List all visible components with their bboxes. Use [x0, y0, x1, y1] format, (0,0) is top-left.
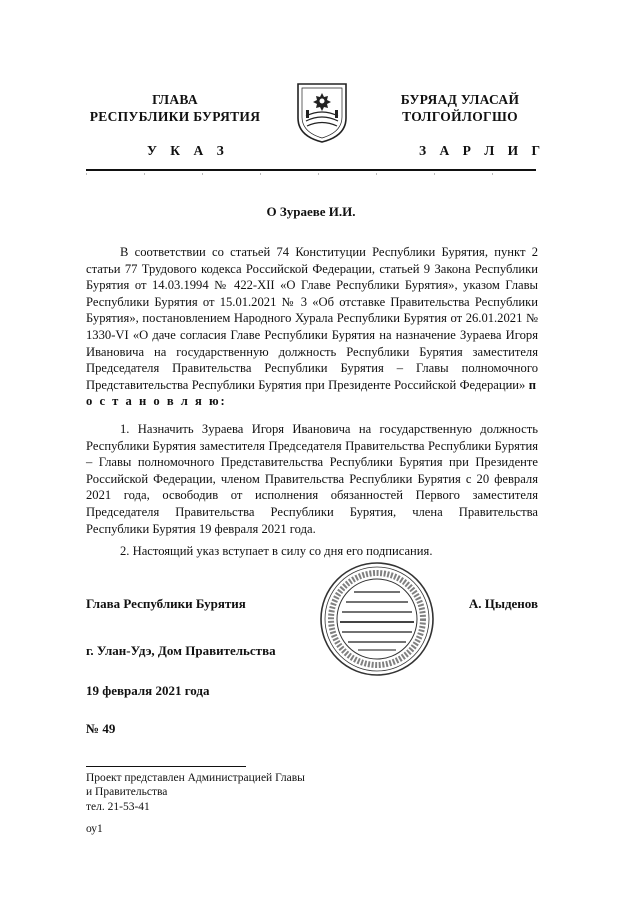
issue-place: г. Улан-Удэ, Дом Правительства [86, 643, 276, 658]
preamble-text: В соответствии со статьей 74 Конституции Республики Бурятия, пункт 2 статьи 77 Трудового кодекса Российской Федерации, статьей 9 Закона Республики Бурятия от 14.03.1994 № 422-XII «О Главе Республики Бурятия», указом Главы Республики Бурятия от 15.01.2021 № 3 «Об отставке Правительства Республики Бурятия», постановлением Народного Хурала Республики Бурятия от 26.01.2021 № 1330-VI «О даче согласия Главе Республики Бурятия на назначение Зураева Игоря Ивановича на государственную должность Республики Бурятия заместителя Председателя Правительства Республики Бурятия – Главы полномочного Представительства Республики Бурятия при Президенте Российской Федерации» [86, 245, 538, 392]
footer-note [86, 771, 305, 814]
decree-item-2: 2. Настоящий указ вступает в силу со дня его подписания. [120, 544, 433, 558]
header-right-line1: БУРЯАД УЛАСАЙ [400, 92, 520, 107]
footer-code: оу1 [86, 823, 103, 835]
document-title: О Зураеве И.И. [266, 204, 356, 219]
header-left-block [80, 91, 270, 125]
header-dotted-line [86, 173, 536, 175]
official-seal-icon [318, 560, 436, 678]
decree-item-1: 1. Назначить Зураева Игоря Ивановича на государственную должность Республики Бурятия заместителя Председателя Правительства Республики Бурятия – Главы полномочного Представительства Республики Бурятия при Президенте Российской Федерации, членом Правительства Республики Бурятия с 20 февраля 2021 года, освободив от исполнения обязанностей Первого заместителя Председателя Правительства Республики Бурятия, члена Правительства Республики Бурятия 19 февраля 2021 года. [86, 422, 538, 536]
preamble-paragraph [86, 244, 538, 410]
header-left-line1: ГЛАВА [152, 92, 198, 107]
doc-type-right: З А Р Л И Г [419, 143, 546, 158]
signature-position: Глава Республики Бурятия [86, 596, 246, 611]
footer-line2: и Правительства [86, 786, 168, 799]
footer-divider [86, 766, 246, 767]
issue-date: 19 февраля 2021 года [86, 683, 210, 698]
header-right-block [365, 91, 555, 125]
decree-word: п о с т а н о в л я ю: [86, 377, 538, 409]
footer-phone: тел. 21-53-41 [86, 800, 150, 813]
coat-of-arms-icon [294, 80, 350, 144]
document-number: № 49 [86, 721, 116, 736]
doc-type-left: У К А З [147, 143, 229, 158]
header-divider [86, 169, 536, 171]
signature-name: А. Цыденов [468, 596, 538, 611]
header-left-line2: РЕСПУБЛИКИ БУРЯТИЯ [89, 109, 261, 124]
header-right-line2: ТОЛГОЙЛОГШО [402, 109, 518, 124]
footer-line1: Проект представлен Администрацией Главы [86, 772, 305, 784]
